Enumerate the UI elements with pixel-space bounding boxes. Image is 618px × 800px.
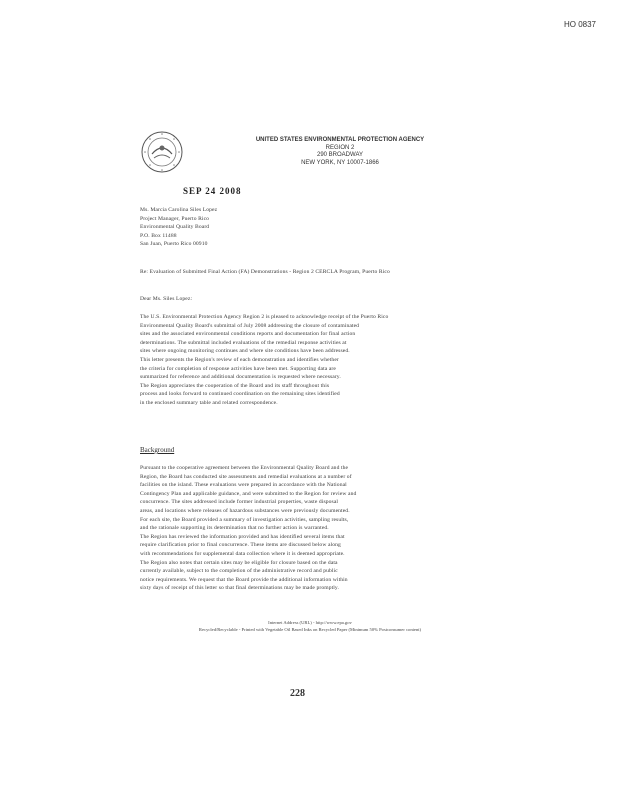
footer-recycled-note: Recycled/Recyclable - Printed with Vegetable Oil Based Inks on Recycled Paper (Minimum 50% Postconsumer content) <box>198 626 422 632</box>
text-line: concurrence. The sites addressed include former industrial properties, waste disposal <box>140 499 339 506</box>
text-line: facilities on the island. These evaluations were prepared in accordance with the National <box>140 482 347 489</box>
text-line: process and looks forward to continued coordination on the remaining sites identified <box>140 391 340 398</box>
text-line: with recommendations for supplemental data collection where it is deemed appropriate. <box>140 550 345 557</box>
address-line: P.O. Box 11488 <box>140 232 177 239</box>
text-line: sites where ongoing monitoring continues and where site conditions have been addressed. <box>140 348 350 355</box>
text-line: and the rationale supporting its determination that no further action is warranted. <box>140 525 329 532</box>
document-id: HO 0837 <box>563 20 596 29</box>
letter-footer <box>130 620 490 633</box>
agency-street: 290 BROADWAY <box>316 152 363 158</box>
text-line: The Region has reviewed the information provided and has identified several items that <box>140 533 345 540</box>
text-line: Region, the Board has conducted site assessments and remedial evaluations at a number of <box>140 473 352 480</box>
text-line: require clarification prior to final concurrence. These items are discussed below along <box>140 542 341 549</box>
text-line: This letter presents the Region's review of each demonstration and identifies whether <box>140 356 339 363</box>
agency-name: UNITED STATES ENVIRONMENTAL PROTECTION AGENCY <box>255 137 425 143</box>
address-line: San Juan, Puerto Rico 00910 <box>140 241 208 248</box>
section-heading: Background <box>140 446 175 454</box>
text-line: The Region appreciates the cooperation of the Board and its staff throughout this <box>140 382 330 389</box>
text-line: currently available, subject to the completion of the administrative record and public <box>140 568 338 575</box>
text-line: areas, and locations where releases of hazardous substances were previously documented. <box>140 507 350 514</box>
re-line: Re: Evaluation of Submitted Final Action (FA) Demonstrations - Region 2 CERCLA Program, Puerto Rico <box>140 269 390 275</box>
text-line: the criteria for completion of response activities have been met. Supporting data are <box>140 365 336 372</box>
page-number: 228 <box>290 688 305 699</box>
text-line: The U.S. Environmental Protection Agency Region 2 is pleased to acknowledge receipt of the Puerto Rico <box>140 314 389 320</box>
epa-seal-icon <box>140 130 184 174</box>
recipient-address <box>140 206 390 249</box>
text-line: The Region also notes that certain sites may be eligible for closure based on the data <box>140 559 338 566</box>
paragraph-intro <box>140 313 502 408</box>
agency-letterhead <box>205 137 475 167</box>
text-line: Contingency Plan and applicable guidance, and were submitted to the Region for review and <box>140 490 357 497</box>
text-line: sites and the associated environmental conditions reports and documentation for final action <box>140 331 356 338</box>
text-line: sixty days of receipt of this letter so that final determinations may be made promptly. <box>140 585 339 592</box>
paragraph-background <box>140 464 502 593</box>
text-line: For each site, the Board provided a summary of investigation activities, sampling results, <box>140 516 349 523</box>
text-line: in the enclosed summary table and related correspondence. <box>140 399 278 406</box>
text-line: determinations. The submittal included evaluations of the remedial response activities at <box>140 339 347 346</box>
text-line: Environmental Quality Board's submittal of July 2008 addressing the closure of contaminated <box>140 322 360 329</box>
text-line: summarized for reference and additional documentation is requested where necessary. <box>140 374 341 381</box>
agency-region: REGION 2 <box>325 144 355 151</box>
text-line: notice requirements. We request that the Board provide the additional information within <box>140 576 348 583</box>
salutation: Dear Ms. Siles Lopez: <box>140 296 193 302</box>
address-line: Ms. Marcia Carolina Siles Lopez <box>140 207 218 213</box>
address-line: Project Manager, Puerto Rico <box>140 215 210 222</box>
agency-city: NEW YORK, NY 10007-1866 <box>301 159 379 166</box>
date-stamp: SEP 24 2008 <box>183 186 242 196</box>
address-line: Environmental Quality Board <box>140 224 210 231</box>
text-line: Pursuant to the cooperative agreement between the Environmental Quality Board and the <box>140 465 349 471</box>
footer-url: Internet Address (URL) - http://www.epa.gov <box>268 620 352 625</box>
